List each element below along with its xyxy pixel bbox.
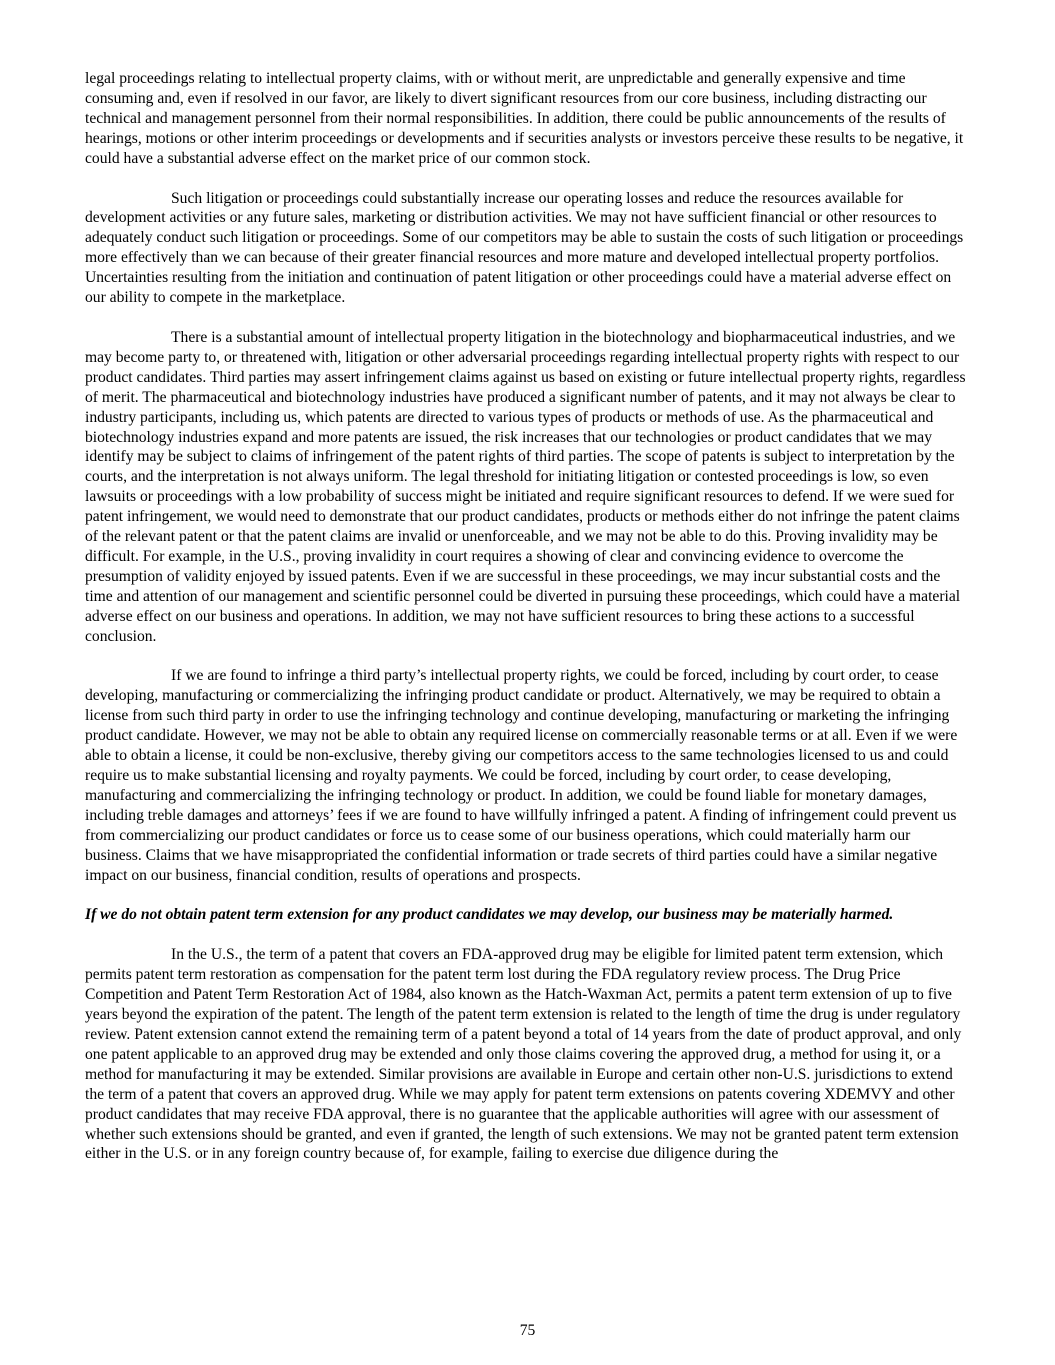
paragraph-legal-proceedings: legal proceedings relating to intellectual property claims, with or without merit, are unpredictable and generally expensive and time consuming and, even if resolved in our favor, are likely to divert significant resources from our core business, including distracting our technical and management personnel from their normal responsibilities. In addition, there could be public announcements of the results of hearings, motions or other interim proceedings or developments and if securities analysts or investors perceive these results to be negative, it could have a substantial adverse effect on the market price of our common stock. [85,70,964,167]
paragraph-infringement-consequences: If we are found to infringe a third party’s intellectual property rights, we could be forced, including by court order, to cease developing, manufacturing or commercializing the infringing product candidate or product. Alternatively, we may be required to obtain a license from such third party in order to use the infringing technology and continue developing, manufacturing or marketing the infringing product candidate. However, we may not be able to obtain any required license on commercially reasonable terms or at all. Even if we were able to obtain a license, it could be non-exclusive, thereby giving our competitors access to the same technologies licensed to us and could require us to make substantial licensing and royalty payments. We could be forced, including by court order, to cease developing, manufacturing and commercializing the infringing technology or product. In addition, we could be found liable for monetary damages, including treble damages and attorneys’ fees if we are found to have willfully infringed a patent. A finding of infringement could prevent us from commercializing our product candidates or force us to cease some of our business operations, which could materially harm our business. Claims that we have misappropriated the confidential information or trade secrets of third parties could have a similar negative impact on our business, financial condition, results of operations and prospects. [85,667,958,884]
paragraph-patent-term-extension: In the U.S., the term of a patent that covers an FDA-approved drug may be eligible for limited patent term extension, which permits patent term restoration as compensation for the patent term lost during the FDA regulatory review process. The Drug Price Competition and Patent Term Restoration Act of 1984, also known as the Hatch-Waxman Act, permits a patent term extension of up to five years beyond the expiration of the patent. The length of the patent term extension is related to the length of time the drug is under regulatory review. Patent extension cannot extend the remaining term of a patent beyond a total of 14 years from the date of product approval, and only one patent applicable to an approved drug may be extended and only those claims covering the approved drug, a method for using it, or a method for manufacturing it may be extended. Similar provisions are available in Europe and certain other non-U.S. jurisdictions to extend the term of a patent that covers an approved drug. While we may apply for patent term extensions on patents covering XDEMVY and other product candidates that may receive FDA approval, there is no guarantee that the applicable authorities will agree with our assessment of whether such extensions should be granted, and even if granted, the length of such extensions. We may not be granted patent term extension either in the U.S. or in any foreign country because of, for example, failing to exercise due diligence during the [85,946,962,1163]
paragraph-ip-litigation: There is a substantial amount of intellectual property litigation in the biotechnology and biopharmaceutical industries, and we may become party to, or threatened with, litigation or other adversarial proceedings regarding intellectual property rights with respect to our product candidates. Third parties may assert infringement claims against us based on existing or future intellectual property rights, regardless of merit. The pharmaceutical and biotechnology industries have produced a significant number of patents, and it may not always be clear to industry participants, including us, which patents are directed to various types of products or methods of use. As the pharmaceutical and biotechnology industries expand and more patents are issued, the risk increases that our technologies or product candidates that we may identify may be subject to claims of infringement of the patent rights of third parties. The scope of patents is subject to interpretation by the courts, and the interpretation is not always uniform. The legal threshold for initiating litigation or contested proceedings is low, so even lawsuits or proceedings with a low probability of success might be initiated and require significant resources to defend. If we were sued for patent infringement, we would need to demonstrate that our product candidates, products or methods either do not infringe the patent claims of the relevant patent or that the patent claims are invalid or unenforceable, and we may not be able to do this. Proving invalidity may be difficult. For example, in the U.S., proving invalidity in court requires a showing of clear and convincing evidence to overcome the presumption of validity enjoyed by issued patents. Even if we are successful in these proceedings, we may incur substantial costs and the time and attention of our management and scientific personnel could be diverted in pursuing these proceedings, which could have a material adverse effect on our business and operations. In addition, we may not have sufficient resources to bring these actions to a successful conclusion. [85,328,966,645]
paragraph-litigation-costs: Such litigation or proceedings could substantially increase our operating losses and reduce the resources available for development activities or any future sales, marketing or distribution activities. We may not have sufficient financial or other resources to adequately conduct such litigation or proceedings. Some of our competitors may be able to sustain the costs of such litigation or proceedings more effectively than we can because of their greater financial resources and more mature and developed intellectual property portfolios. Uncertainties resulting from the initiation and continuation of patent litigation or other proceedings could have a material adverse effect on our ability to compete in the marketplace. [85,189,964,307]
document-body [85,69,969,1184]
page-number: 75 [519,1322,536,1339]
section-heading-patent-term-extension: If we do not obtain patent term extension for any product candidates we may develop, our business may be materially harmed. [85,906,894,924]
